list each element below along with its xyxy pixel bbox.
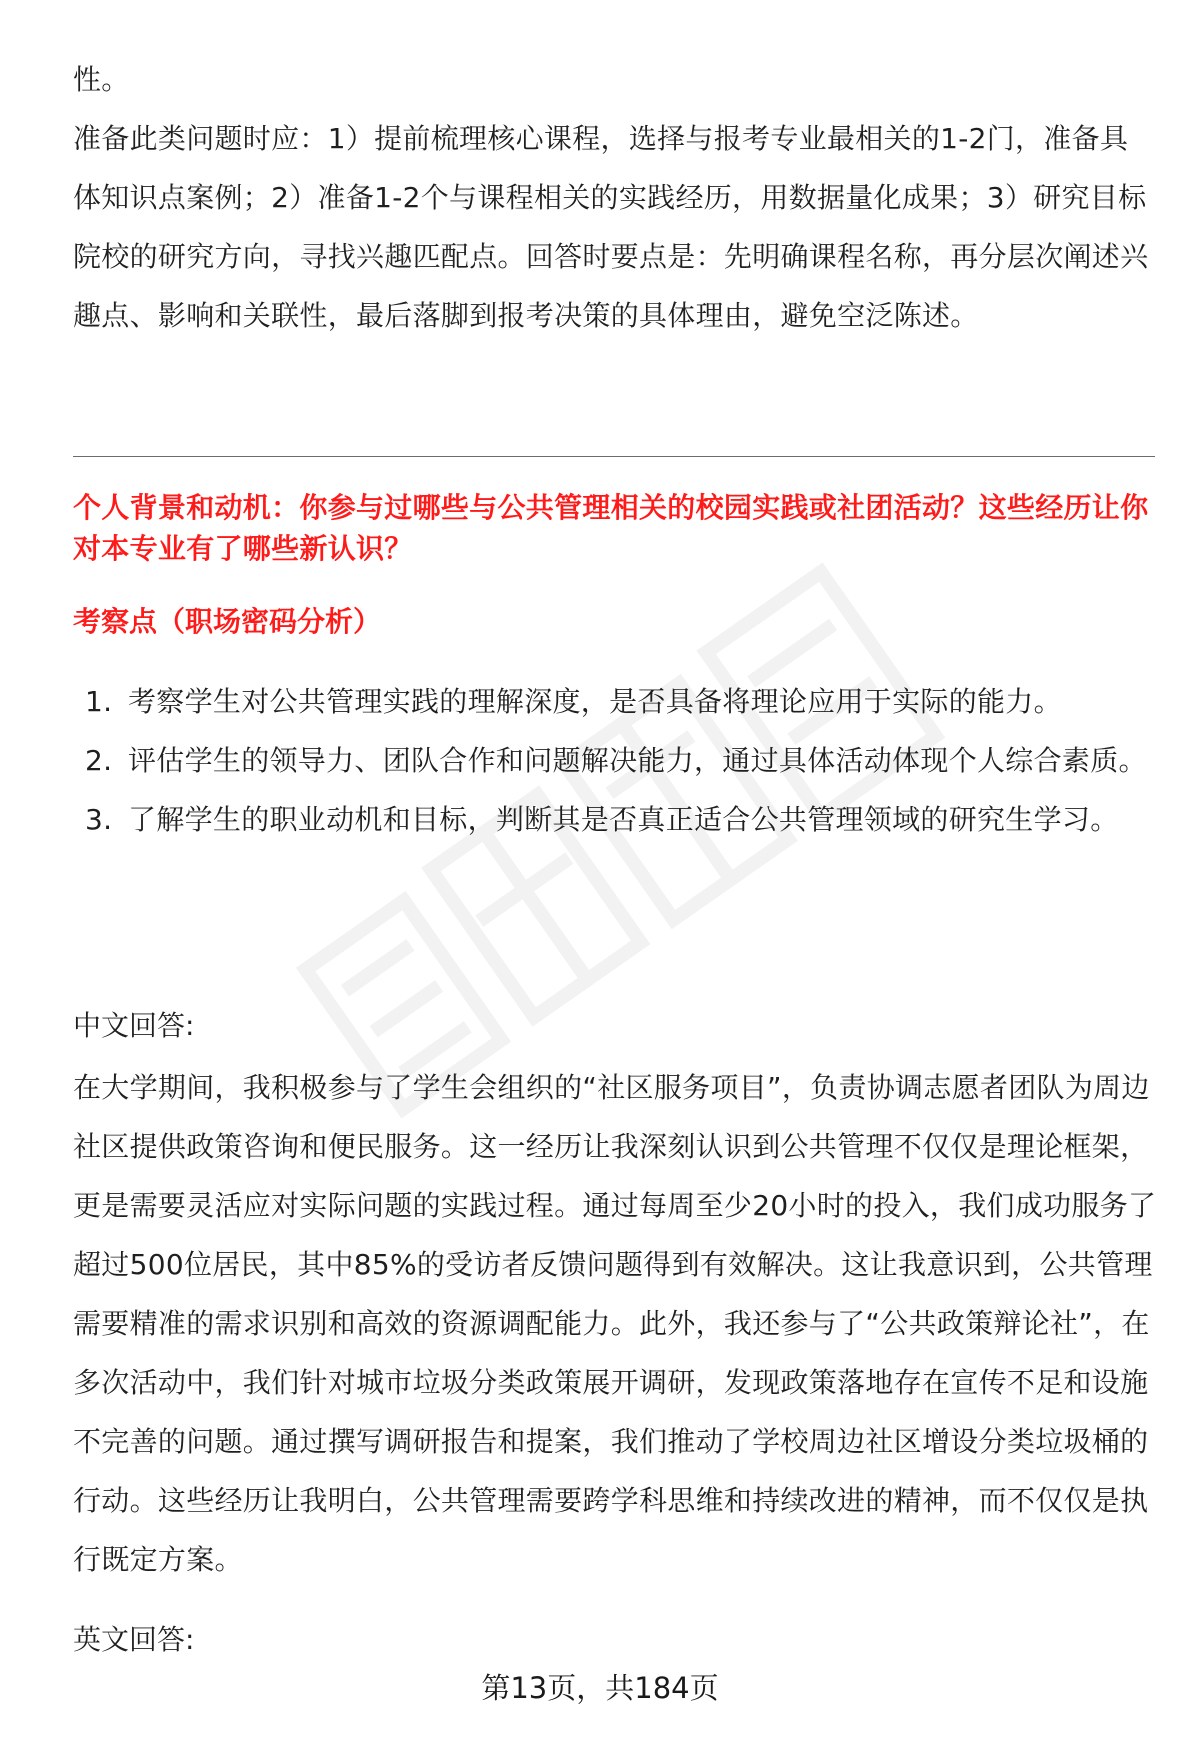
list-item (73, 731, 1158, 790)
focus-point-list (73, 672, 1158, 849)
list-number: 2. (85, 744, 113, 777)
page-number: 第13页，共184页 (481, 1671, 719, 1705)
chinese-answer-text: 在大学期间，我积极参与了学生会组织的“社区服务项目”，负责协调志愿者团队为周边社区提供政策咨询和便民服务。这一经历让我深刻认识到公共管理不仅仅是理论框架，更是需要灵活应对实际问题的实践过程。通过每周至少20小时的投入，我们成功服务了超过500位居民，其中85%的受访者反馈问题得到有效解决。这让我意识到，公共管理需要精准的需求识别和高效的资源调配能力。此外，我还参与了“公共政策辩论社”，在多次活动中，我们针对城市垃圾分类政策展开调研，发现政策落地存在宣传不足和设施不完善的问题。通过撰写调研报告和提案，我们推动了学校周边社区增设分类垃圾桶的行动。这些经历让我明白，公共管理需要跨学科思维和持续改进的精神，而不仅仅是执行既定方案。 (73, 1071, 1157, 1576)
intro-line-1: 性。 (73, 63, 130, 96)
intro-paragraph: 准备此类问题时应：1）提前梳理核心课程，选择与报考专业最相关的1-2门，准备具体知识点案例；2）准备1-2个与课程相关的实践经历，用数据量化成果；3）研究目标院校的研究方向，寻找兴趣匹配点。回答时要点是：先明确课程名称，再分层次阐述兴趣点、影响和关联性，最后落脚到报考决策的具体理由，避免空泛陈述。 (73, 122, 1149, 332)
section-divider (73, 456, 1155, 457)
chinese-answer-section (73, 1058, 1158, 1589)
list-text: 评估学生的领导力、团队合作和问题解决能力，通过具体活动体现个人综合素质。 (128, 744, 1147, 777)
list-number: 1. (85, 685, 113, 718)
intro-section (73, 50, 1155, 345)
english-answer-label: 英文回答: (73, 1623, 195, 1656)
list-item (73, 672, 1158, 731)
chinese-answer-label: 中文回答: (73, 1009, 195, 1042)
question-title: 个人背景和动机：你参与过哪些与公共管理相关的校园实践或社团活动？这些经历让你对本专业有了哪些新认识？ (73, 491, 1149, 565)
list-text: 考察学生对公共管理实践的理解深度，是否具备将理论应用于实际的能力。 (128, 685, 1062, 718)
list-text: 了解学生的职业动机和目标，判断其是否真正适合公共管理领域的研究生学习。 (128, 803, 1119, 836)
focus-heading: 考察点（职场密码分析） (73, 605, 382, 638)
list-number: 3. (85, 803, 113, 836)
list-item (73, 790, 1158, 849)
